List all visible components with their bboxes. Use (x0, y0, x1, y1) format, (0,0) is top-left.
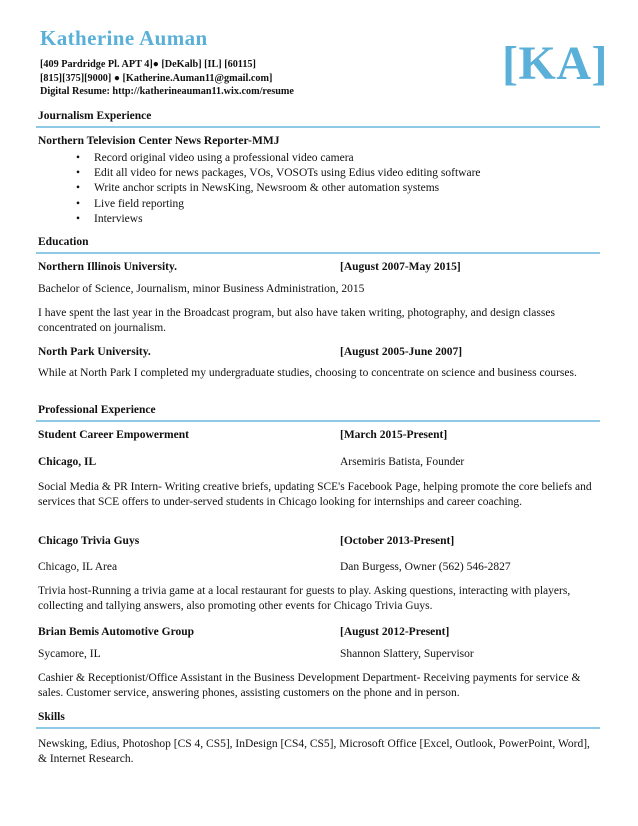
monogram-logo: [KA] (502, 37, 608, 90)
section-divider (36, 126, 600, 128)
list-item: • Record original video using a professional video camera (38, 151, 481, 166)
education-description: While at North Park I completed my undergraduate studies, choosing to concentrate on science and business courses. (38, 367, 577, 379)
job-org: Chicago Trivia Guys (38, 535, 140, 547)
list-item: • Interviews (38, 212, 481, 227)
school-dates: [August 2005-June 2007] (340, 346, 463, 358)
section-divider (36, 727, 600, 729)
section-divider (36, 252, 600, 254)
candidate-name: Katherine Auman (40, 26, 208, 50)
journalism-bullet-list (38, 151, 481, 227)
section-divider (36, 420, 600, 422)
job-dates: [October 2013-Present] (340, 535, 455, 547)
job-description: Cashier & Receptionist/Office Assistant in the Business Development Department- Receiving payments for service & sales. Customer service, answering phones, assisting customers on the phone and in person. (38, 672, 581, 700)
job-dates: [March 2015-Present] (340, 429, 448, 441)
skills-text: Newsking, Edius, Photoshop [CS 4, CS5], InDesign [CS4, CS5], Microsoft Office [Excel, Outlook, PowerPoint, Word], & Internet Research. (38, 738, 590, 766)
education-description: I have spent the last year in the Broadcast program, but also have taken writing, photography, and design classes concentrated on journalism. (38, 307, 555, 335)
contact-block (40, 58, 294, 99)
job-location: Chicago, IL Area (38, 561, 118, 573)
job-dates: [August 2012-Present] (340, 626, 450, 638)
job-contact: Arsemiris Batista, Founder (340, 456, 465, 468)
job-location: Sycamore, IL (38, 648, 101, 660)
job-contact: Shannon Slattery, Supervisor (340, 648, 474, 660)
school-name: North Park University. (38, 346, 151, 358)
phone-email-line: [815][375][9000] ● [Katherine.Auman11@gmail.com] (40, 72, 273, 84)
list-item: • Write anchor scripts in NewsKing, Newsroom & other automation systems (38, 181, 481, 196)
job-location: Chicago, IL (38, 456, 97, 468)
address-line: [409 Pardridge Pl. APT 4]● [DeKalb] [IL] [60115] (40, 59, 256, 70)
job-org: Student Career Empowerment (38, 429, 189, 441)
role-title: Northern Television Center News Reporter-MMJ (38, 135, 280, 147)
section-title-skills: Skills (38, 711, 65, 723)
job-contact: Dan Burgess, Owner (562) 546-2827 (340, 561, 511, 573)
school-dates: [August 2007-May 2015] (340, 261, 461, 273)
section-title-education: Education (38, 236, 89, 248)
degree-text: Bachelor of Science, Journalism, minor Business Administration, 2015 (38, 283, 365, 295)
section-title-professional: Professional Experience (38, 404, 156, 416)
school-name: Northern Illinois University. (38, 261, 177, 273)
section-title-journalism: Journalism Experience (38, 110, 152, 122)
job-org: Brian Bemis Automotive Group (38, 626, 195, 638)
digital-resume-line: Digital Resume: http://katherineauman11.wix.com/resume (40, 86, 294, 98)
list-item: • Edit all video for news packages, VOs, VOSOTs using Edius video editing software (38, 166, 481, 181)
job-description: Social Media & PR Intern- Writing creative briefs, updating SCE's Facebook Page, helping promote the core beliefs and services that SCE offers to under-served students in Chicago looking for internships and career coaching. (38, 481, 592, 509)
list-item: • Live field reporting (38, 197, 481, 212)
job-description: Trivia host-Running a trivia game at a local restaurant for guests to play. Asking questions, interacting with players, collecting and tallying answers, also promoting other events for Chicago Trivia Guys. (38, 585, 571, 613)
